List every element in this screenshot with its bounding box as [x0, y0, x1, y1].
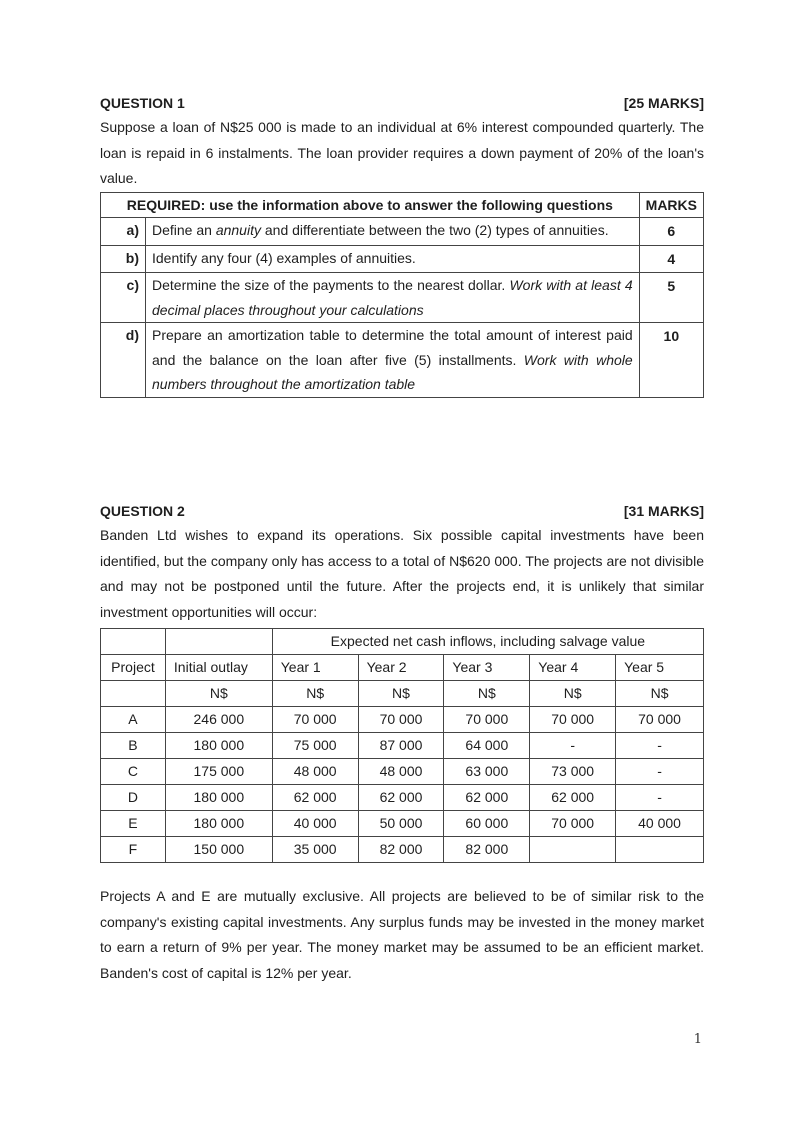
unit-cell: N$ — [444, 681, 530, 707]
project-cell: F — [101, 837, 166, 863]
value-cell: 70 000 — [444, 707, 530, 733]
value-cell: 180 000 — [165, 811, 272, 837]
value-cell: 70 000 — [272, 707, 358, 733]
row-marks: 6 — [639, 218, 703, 246]
row-text — [146, 218, 640, 246]
row-text — [146, 245, 640, 273]
column-header: Initial outlay — [165, 655, 272, 681]
value-cell: 70 000 — [530, 707, 616, 733]
value-cell: 70 000 — [358, 707, 444, 733]
value-cell: 62 000 — [272, 785, 358, 811]
value-cell: - — [616, 785, 704, 811]
column-header: Year 2 — [358, 655, 444, 681]
value-cell: 82 000 — [358, 837, 444, 863]
question-2-closing: Projects A and E are mutually exclusive. All projects are believed to be of similar risk to the company's existing capital investments. Any surplus funds may be invested in the money market to earn a return of 9% per year. The money market may be assumed to be an efficient market. Banden's cost of capital is 12% per year. — [100, 888, 704, 981]
project-cell: D — [101, 785, 166, 811]
cash-flow-rows — [101, 707, 704, 863]
value-cell: 246 000 — [165, 707, 272, 733]
question-1-header — [100, 95, 704, 111]
empty-cell — [165, 629, 272, 655]
unit-cell: N$ — [165, 681, 272, 707]
row-label: a) — [101, 218, 146, 246]
row-text-part: Prepare an amortization table to determine the total amount of interest paid and the balance on the loan after five (5) installments. — [152, 327, 633, 368]
project-cell: E — [101, 811, 166, 837]
row-text-part: Identify any four (4) examples of annuities. — [152, 249, 416, 266]
value-cell: 70 000 — [530, 811, 616, 837]
project-cell: A — [101, 707, 166, 733]
table-row — [101, 811, 704, 837]
required-header: REQUIRED: use the information above to answer the following questions — [101, 193, 640, 218]
group-header: Expected net cash inflows, including salvage value — [272, 629, 703, 655]
value-cell: 64 000 — [444, 733, 530, 759]
value-cell: 75 000 — [272, 733, 358, 759]
row-marks: 4 — [639, 245, 703, 273]
question-1-required-table — [100, 192, 704, 398]
value-cell: 180 000 — [165, 733, 272, 759]
row-text — [146, 273, 640, 323]
table-row — [101, 218, 704, 246]
marks-header: MARKS — [639, 193, 703, 218]
value-cell: 48 000 — [358, 759, 444, 785]
value-cell: 82 000 — [444, 837, 530, 863]
value-cell: - — [616, 733, 704, 759]
empty-cell — [101, 629, 166, 655]
table-row — [101, 707, 704, 733]
unit-cell — [101, 681, 166, 707]
units-row — [101, 681, 704, 707]
value-cell: 73 000 — [530, 759, 616, 785]
unit-cell: N$ — [358, 681, 444, 707]
column-header: Year 1 — [272, 655, 358, 681]
cash-flow-table — [100, 628, 704, 863]
table-row — [101, 273, 704, 323]
project-cell: B — [101, 733, 166, 759]
table-row — [101, 733, 704, 759]
column-header: Year 5 — [616, 655, 704, 681]
value-cell: 175 000 — [165, 759, 272, 785]
row-text-part: Define an — [152, 222, 216, 238]
table-row — [101, 323, 704, 398]
question-2-header — [100, 503, 704, 519]
table-row — [101, 785, 704, 811]
column-header: Project — [101, 655, 166, 681]
value-cell: 48 000 — [272, 759, 358, 785]
value-cell: 62 000 — [444, 785, 530, 811]
table-row — [101, 245, 704, 273]
row-marks: 5 — [639, 273, 703, 323]
table-row — [101, 837, 704, 863]
row-text-italic: Work with whole numbers throughout the amortization table — [152, 351, 633, 392]
table-row — [101, 759, 704, 785]
value-cell: 63 000 — [444, 759, 530, 785]
row-label: c) — [101, 273, 146, 323]
column-header: Year 3 — [444, 655, 530, 681]
value-cell: 180 000 — [165, 785, 272, 811]
unit-cell: N$ — [272, 681, 358, 707]
project-cell: C — [101, 759, 166, 785]
value-cell — [616, 837, 704, 863]
unit-cell: N$ — [616, 681, 704, 707]
question-2-marks: [31 MARKS] — [623, 503, 704, 519]
value-cell: 62 000 — [358, 785, 444, 811]
row-text-italic: annuity — [215, 222, 261, 238]
value-cell: 62 000 — [530, 785, 616, 811]
question-1-title: QUESTION 1 — [100, 95, 185, 111]
value-cell: 35 000 — [272, 837, 358, 863]
column-header-row — [101, 655, 704, 681]
value-cell: 40 000 — [272, 811, 358, 837]
row-marks: 10 — [639, 323, 703, 398]
group-header-row — [101, 629, 704, 655]
value-cell: - — [530, 733, 616, 759]
value-cell: - — [616, 759, 704, 785]
value-cell: 70 000 — [616, 707, 704, 733]
value-cell — [530, 837, 616, 863]
required-table-header — [101, 193, 704, 218]
value-cell: 150 000 — [165, 837, 272, 863]
value-cell: 60 000 — [444, 811, 530, 837]
row-text-part: Determine the size of the payments to the nearest dollar. — [152, 277, 510, 293]
column-header: Year 4 — [530, 655, 616, 681]
question-1-marks: [25 MARKS] — [623, 95, 704, 111]
question-2-intro: Banden Ltd wishes to expand its operations. Six possible capital investments have been identified, but the company only has access to a total of N$620 000. The projects are not divisible and may not be postponed until the future. After the projects end, it is unlikely that similar investment opportunities will occur: — [100, 527, 704, 620]
row-label: b) — [101, 245, 146, 273]
question-1-intro: Suppose a loan of N$25 000 is made to an individual at 6% interest compounded quarterly. The loan is repaid in 6 instalments. The loan provider requires a down payment of 20% of the loan's value. — [100, 119, 704, 186]
value-cell: 50 000 — [358, 811, 444, 837]
value-cell: 87 000 — [358, 733, 444, 759]
row-label: d) — [101, 323, 146, 398]
row-text-part: and differentiate between the two (2) types of annuities. — [260, 222, 609, 238]
unit-cell: N$ — [530, 681, 616, 707]
value-cell: 40 000 — [616, 811, 704, 837]
question-2-title: QUESTION 2 — [100, 503, 185, 519]
row-text — [146, 323, 640, 398]
page-number: 1 — [693, 1032, 702, 1047]
row-text-italic: Work with at least 4 decimal places throughout your calculations — [152, 277, 633, 318]
